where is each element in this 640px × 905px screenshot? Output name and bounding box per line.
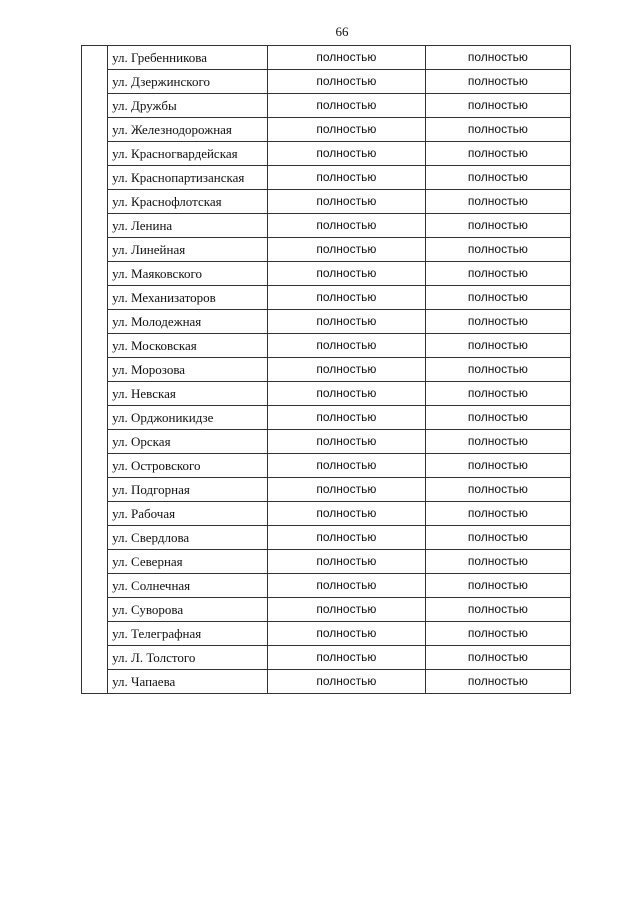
coverage-cell-b: полностью [425, 310, 570, 334]
page-number: 66 [335, 24, 349, 39]
table-row [82, 142, 571, 166]
coverage-cell-a: полностью [267, 70, 425, 94]
street-name-cell: ул. Телеграфная [108, 622, 268, 646]
row-index-cell [82, 94, 108, 118]
coverage-cell-a: полностью [267, 502, 425, 526]
coverage-cell-a: полностью [267, 670, 425, 694]
row-index-cell [82, 406, 108, 430]
table-row [82, 46, 571, 70]
street-name-cell: ул. Северная [108, 550, 268, 574]
row-index-cell [82, 526, 108, 550]
table-row [82, 574, 571, 598]
row-index-cell [82, 382, 108, 406]
table-row [82, 670, 571, 694]
row-index-cell [82, 550, 108, 574]
coverage-cell-b: полностью [425, 94, 570, 118]
coverage-cell-a: полностью [267, 478, 425, 502]
table-row [82, 238, 571, 262]
row-index-cell [82, 646, 108, 670]
street-name-cell: ул. Островского [108, 454, 268, 478]
coverage-cell-a: полностью [267, 646, 425, 670]
row-index-cell [82, 214, 108, 238]
coverage-cell-a: полностью [267, 574, 425, 598]
coverage-cell-b: полностью [425, 502, 570, 526]
street-name-cell: ул. Гребенникова [108, 46, 268, 70]
street-table [81, 45, 571, 694]
coverage-cell-b: полностью [425, 382, 570, 406]
coverage-cell-a: полностью [267, 382, 425, 406]
street-name-cell: ул. Дзержинского [108, 70, 268, 94]
coverage-cell-b: полностью [425, 358, 570, 382]
table-row [82, 646, 571, 670]
street-name-cell: ул. Дружбы [108, 94, 268, 118]
coverage-cell-b: полностью [425, 574, 570, 598]
coverage-cell-a: полностью [267, 166, 425, 190]
row-index-cell [82, 166, 108, 190]
table-row [82, 262, 571, 286]
street-name-cell: ул. Орская [108, 430, 268, 454]
coverage-cell-a: полностью [267, 598, 425, 622]
coverage-cell-b: полностью [425, 286, 570, 310]
table-row [82, 334, 571, 358]
table-row [82, 358, 571, 382]
coverage-cell-b: полностью [425, 550, 570, 574]
row-index-cell [82, 454, 108, 478]
table-row [82, 478, 571, 502]
coverage-cell-b: полностью [425, 478, 570, 502]
table-row [82, 550, 571, 574]
table-row [82, 430, 571, 454]
coverage-cell-b: полностью [425, 646, 570, 670]
coverage-cell-b: полностью [425, 406, 570, 430]
street-name-cell: ул. Красногвардейская [108, 142, 268, 166]
coverage-cell-b: полностью [425, 46, 570, 70]
table-row [82, 526, 571, 550]
row-index-cell [82, 190, 108, 214]
coverage-cell-b: полностью [425, 238, 570, 262]
row-index-cell [82, 574, 108, 598]
street-name-cell: ул. Краснофлотская [108, 190, 268, 214]
row-index-cell [82, 238, 108, 262]
row-index-cell [82, 598, 108, 622]
street-name-cell: ул. Морозова [108, 358, 268, 382]
coverage-cell-b: полностью [425, 430, 570, 454]
table-row [82, 382, 571, 406]
street-name-cell: ул. Чапаева [108, 670, 268, 694]
row-index-cell [82, 262, 108, 286]
row-index-cell [82, 478, 108, 502]
street-name-cell: ул. Свердлова [108, 526, 268, 550]
table-row [82, 166, 571, 190]
street-name-cell: ул. Рабочая [108, 502, 268, 526]
coverage-cell-a: полностью [267, 454, 425, 478]
coverage-cell-a: полностью [267, 286, 425, 310]
coverage-cell-b: полностью [425, 526, 570, 550]
row-index-cell [82, 358, 108, 382]
table-row [82, 310, 571, 334]
coverage-cell-a: полностью [267, 262, 425, 286]
coverage-cell-a: полностью [267, 622, 425, 646]
street-name-cell: ул. Л. Толстого [108, 646, 268, 670]
street-name-cell: ул. Маяковского [108, 262, 268, 286]
coverage-cell-b: полностью [425, 214, 570, 238]
coverage-cell-b: полностью [425, 622, 570, 646]
street-table-body [82, 46, 571, 694]
table-row [82, 454, 571, 478]
table-row [82, 70, 571, 94]
table-row [82, 190, 571, 214]
table-row [82, 214, 571, 238]
street-name-cell: ул. Суворова [108, 598, 268, 622]
street-name-cell: ул. Солнечная [108, 574, 268, 598]
street-name-cell: ул. Механизаторов [108, 286, 268, 310]
row-index-cell [82, 70, 108, 94]
coverage-cell-a: полностью [267, 238, 425, 262]
table-row [82, 502, 571, 526]
row-index-cell [82, 622, 108, 646]
table-row [82, 406, 571, 430]
street-name-cell: ул. Молодежная [108, 310, 268, 334]
street-name-cell: ул. Железнодорожная [108, 118, 268, 142]
street-name-cell: ул. Невская [108, 382, 268, 406]
street-name-cell: ул. Московская [108, 334, 268, 358]
table-row [82, 94, 571, 118]
coverage-cell-a: полностью [267, 430, 425, 454]
coverage-cell-a: полностью [267, 142, 425, 166]
street-name-cell: ул. Подгорная [108, 478, 268, 502]
coverage-cell-a: полностью [267, 190, 425, 214]
row-index-cell [82, 334, 108, 358]
coverage-cell-a: полностью [267, 334, 425, 358]
coverage-cell-b: полностью [425, 670, 570, 694]
coverage-cell-b: полностью [425, 334, 570, 358]
row-index-cell [82, 46, 108, 70]
row-index-cell [82, 310, 108, 334]
coverage-cell-b: полностью [425, 598, 570, 622]
coverage-cell-a: полностью [267, 310, 425, 334]
street-name-cell: ул. Ленина [108, 214, 268, 238]
coverage-cell-b: полностью [425, 142, 570, 166]
coverage-cell-b: полностью [425, 262, 570, 286]
coverage-cell-a: полностью [267, 118, 425, 142]
row-index-cell [82, 502, 108, 526]
coverage-cell-b: полностью [425, 190, 570, 214]
table-row [82, 622, 571, 646]
street-name-cell: ул. Линейная [108, 238, 268, 262]
table-row [82, 118, 571, 142]
coverage-cell-b: полностью [425, 70, 570, 94]
coverage-cell-a: полностью [267, 550, 425, 574]
row-index-cell [82, 670, 108, 694]
table-row [82, 286, 571, 310]
row-index-cell [82, 430, 108, 454]
street-name-cell: ул. Орджоникидзе [108, 406, 268, 430]
coverage-cell-b: полностью [425, 454, 570, 478]
row-index-cell [82, 286, 108, 310]
coverage-cell-b: полностью [425, 166, 570, 190]
coverage-cell-a: полностью [267, 94, 425, 118]
coverage-cell-a: полностью [267, 406, 425, 430]
table-row [82, 598, 571, 622]
coverage-cell-a: полностью [267, 46, 425, 70]
coverage-cell-a: полностью [267, 214, 425, 238]
row-index-cell [82, 118, 108, 142]
coverage-cell-b: полностью [425, 118, 570, 142]
street-name-cell: ул. Краснопартизанская [108, 166, 268, 190]
coverage-cell-a: полностью [267, 526, 425, 550]
coverage-cell-a: полностью [267, 358, 425, 382]
row-index-cell [82, 142, 108, 166]
